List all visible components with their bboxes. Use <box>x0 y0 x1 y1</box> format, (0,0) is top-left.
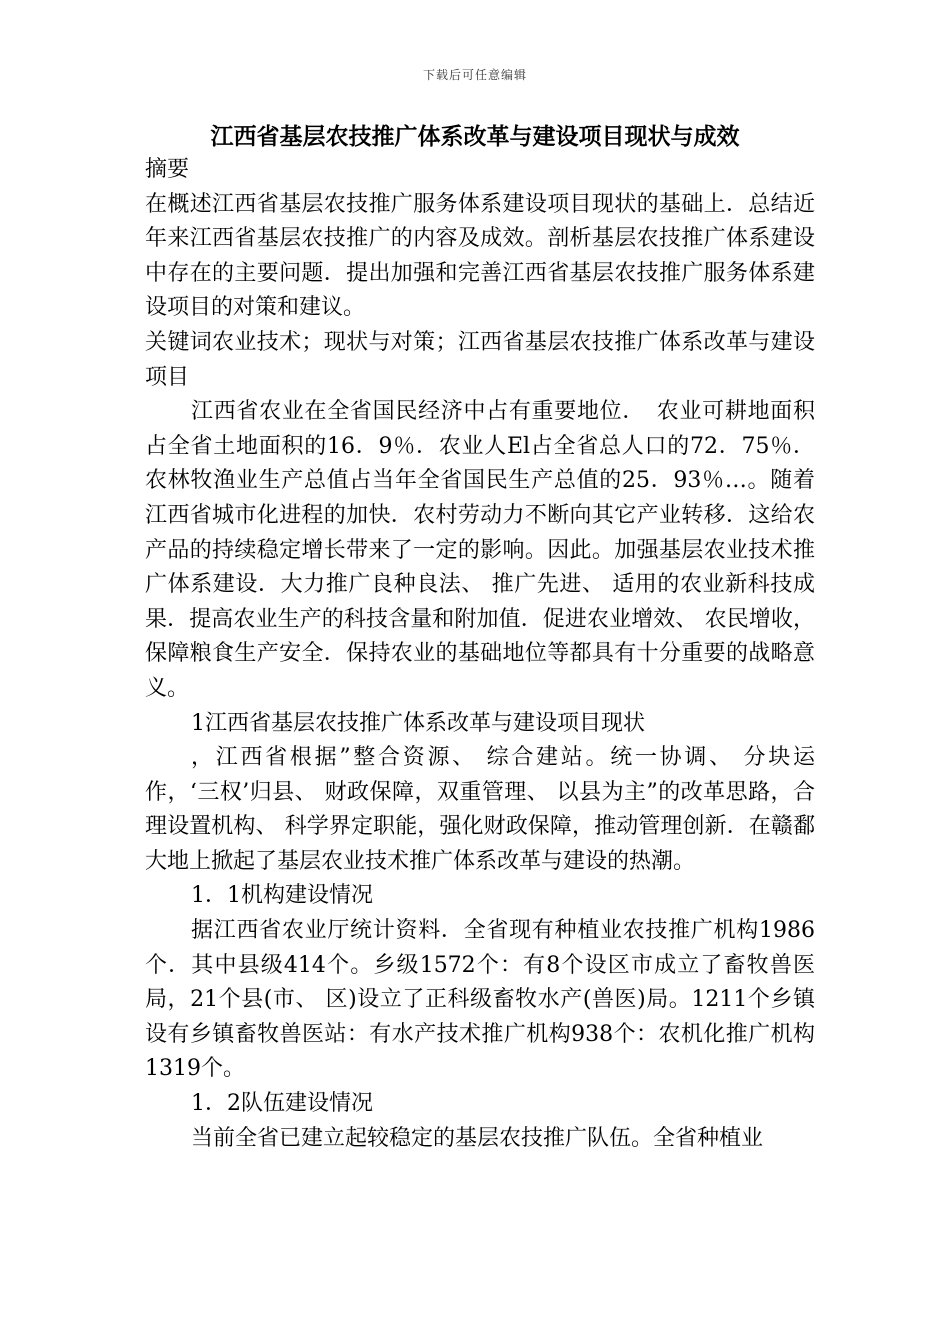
abstract-paragraph: 在概述江西省基层农技推广服务体系建设项目现状的基础上．总结近年来江西省基层农技推广的内容及成效。剖析基层农技推广体系建设中存在的主要问题．提出加强和完善江西省基层农技推广服务体系建设项目的对策和建议。 <box>145 191 815 321</box>
abstract-heading: 摘要 <box>145 157 190 182</box>
section-heading: 1江西省基层农技推广体系改革与建设项目现状 <box>191 710 645 736</box>
subsection-heading: 1．1机构建设情况 <box>191 883 373 909</box>
document-body <box>145 153 815 1156</box>
subsection-heading: 1．2队伍建设情况 <box>191 1091 373 1117</box>
body-paragraph: 江西省农业在全省国民经济中占有重要地位． 农业可耕地面积占全省土地面积的16．9％．农业人El占全省总人口的72．75％．农林牧渔业生产总值占当年全省国民生产总值的25．93％…。随着江西省城市化进程的加快．农村劳动力不断向其它产业转移．这给农产品的持续稳定增长带来了一定的影响。因此。加强基层农业技术推广体系建设．大力推广良种良法、 推广先进、 适用的农业新科技成果．提高农业生产的科技含量和附加值．促进农业增效、 农民增收，保障粮食生产安全．保持农业的基础地位等都具有十分重要的战略意义。 <box>145 399 815 701</box>
body-paragraph: ，江西省根据”整合资源、 综合建站。统一协调、 分块运作，‘三权’归县、 财政保障，双重管理、 以县为主”的改革思路，合理设置机构、 科学界定职能，强化财政保障，推动管理创新．在赣鄱大地上掀起了基层农业技术推广体系改革与建设的热潮。 <box>145 745 815 874</box>
body-paragraph: 据江西省农业厅统计资料．全省现有种植业农技推广机构1986个．其中县级414个。乡级1572个：有8个设区市成立了畜牧兽医局，21个县(市、 区)设立了正科级畜牧水产(兽医)局。1211个乡镇设有乡镇畜牧兽医站：有水产技术推广机构938个：农机化推广机构1319个。 <box>145 918 815 1082</box>
keywords-paragraph: 关键词农业技术；现状与对策；江西省基层农技推广体系改革与建设项目 <box>145 329 815 390</box>
body-paragraph: 当前全省已建立起较稳定的基层农技推广队伍。全省种植业 <box>191 1125 764 1151</box>
document-title: 江西省基层农技推广体系改革与建设项目现状与成效 <box>210 124 740 150</box>
header-note: 下载后可任意编辑 <box>422 68 527 82</box>
